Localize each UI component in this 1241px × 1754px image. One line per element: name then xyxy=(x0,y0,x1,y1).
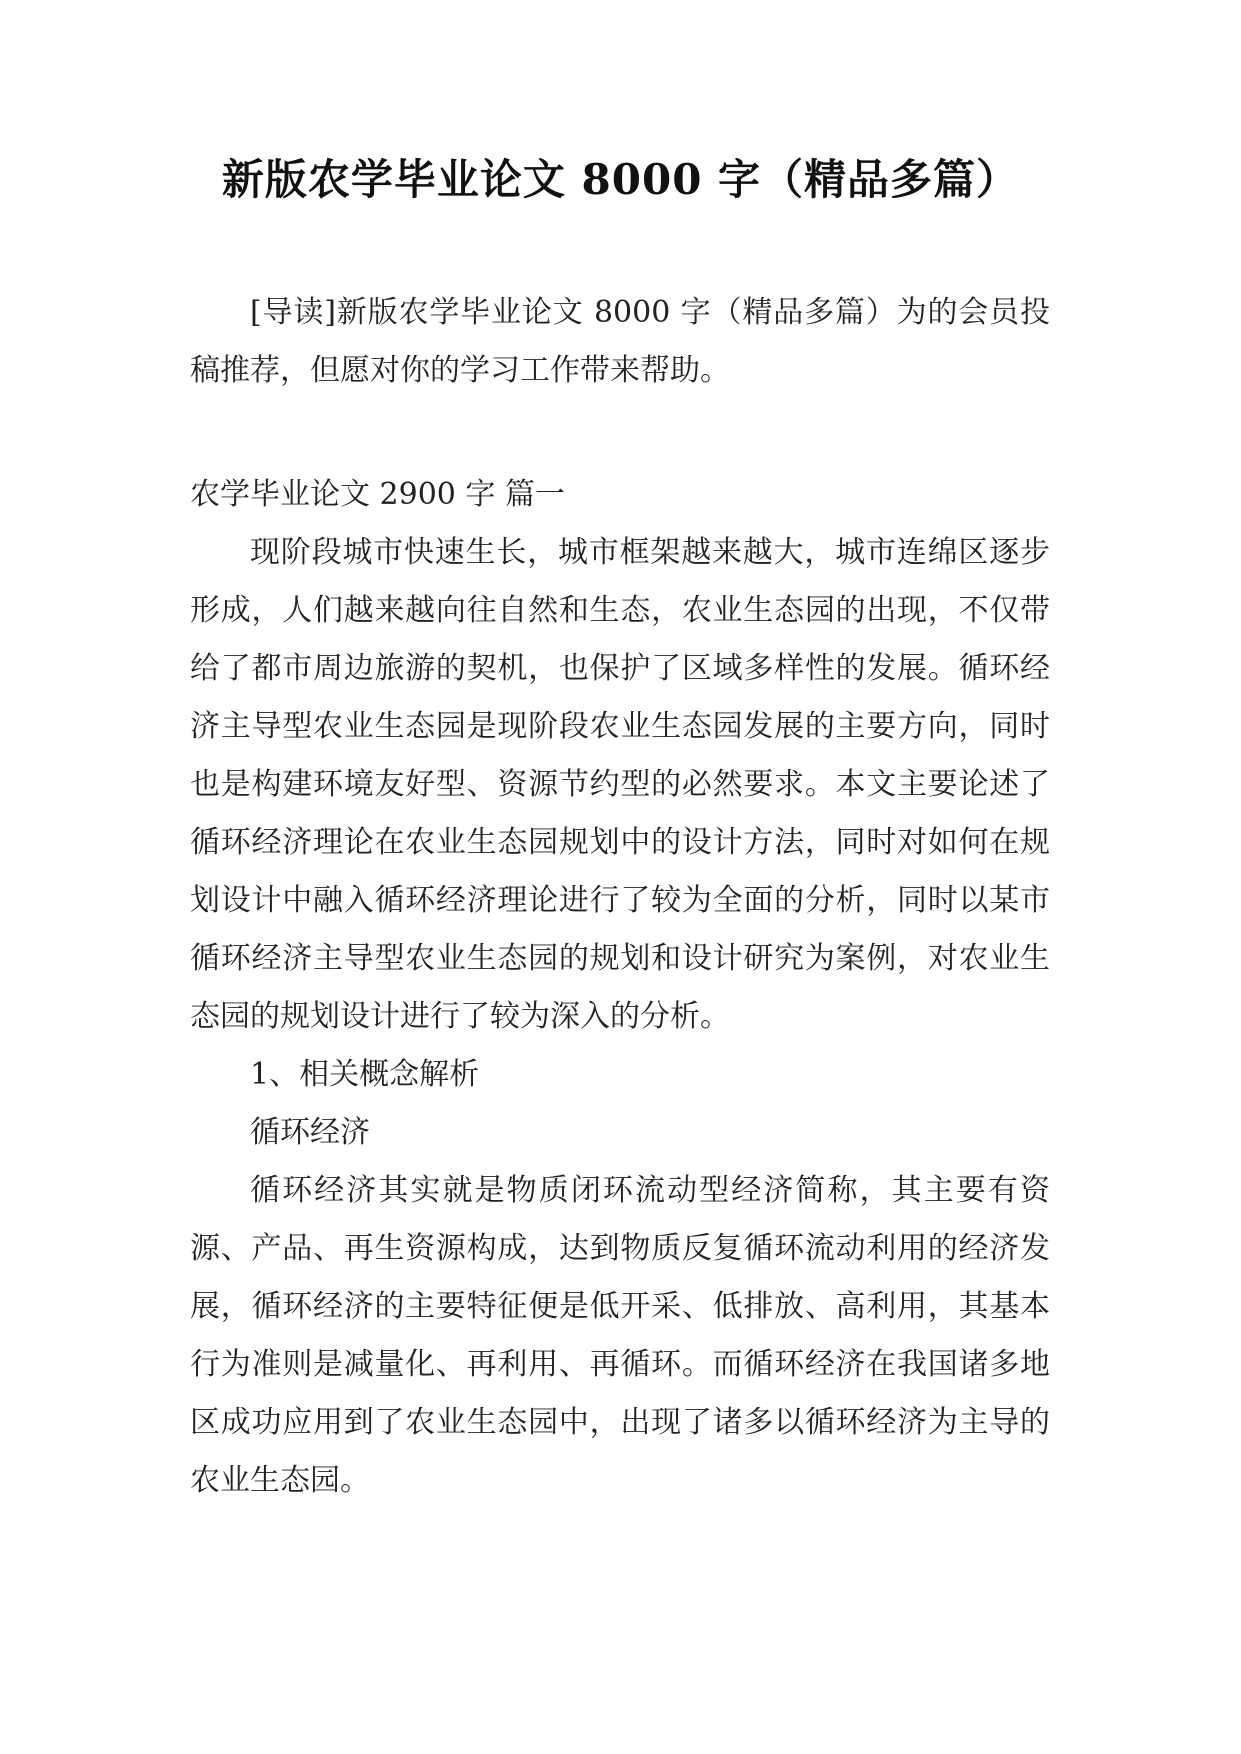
body-paragraph-1: 现阶段城市快速生长，城市框架越来越大，城市连绵区逐步形成，人们越来越向往自然和生态，农业生态园的出现，不仅带给了都市周边旅游的契机，也保护了区域多样性的发展。循环经济主导型农业生态园是现阶段农业生态园发展的主要方向，同时也是构建环境友好型、资源节约型的必然要求。本文主要论述了循环经济理论在农业生态园规划中的设计方法，同时对如何在规划设计中融入循环经济理论进行了较为全面的分析，同时以某市循环经济主导型农业生态园的规划和设计研究为案例，对农业生态园的规划设计进行了较为深入的分析。 xyxy=(190,535,1050,1034)
body-paragraph-2: 循环经济其实就是物质闭环流动型经济简称，其主要有资源、产品、再生资源构成，达到物质反复循环流动利用的经济发展，循环经济的主要特征便是低开采、低排放、高利用，其基本行为准则是减量化、再利用、再循环。而循环经济在我国诸多地区成功应用到了农业生态园中，出现了诸多以循环经济为主导的农业生态园。 xyxy=(190,1173,1050,1498)
document-title: 新版农学毕业论文 8000 字（精品多篇） xyxy=(221,155,1020,204)
section-heading: 农学毕业论文 2900 字 篇一 xyxy=(190,477,565,512)
intro-paragraph: [导读]新版农学毕业论文 8000 字（精品多篇）为的会员投稿推荐，但愿对你的学习工作带来帮助。 xyxy=(190,295,1050,388)
subheading-related-concepts: 1、相关概念解析 xyxy=(250,1057,480,1092)
document-body xyxy=(190,284,1050,1510)
subheading-circular-economy: 循环经济 xyxy=(250,1115,370,1150)
